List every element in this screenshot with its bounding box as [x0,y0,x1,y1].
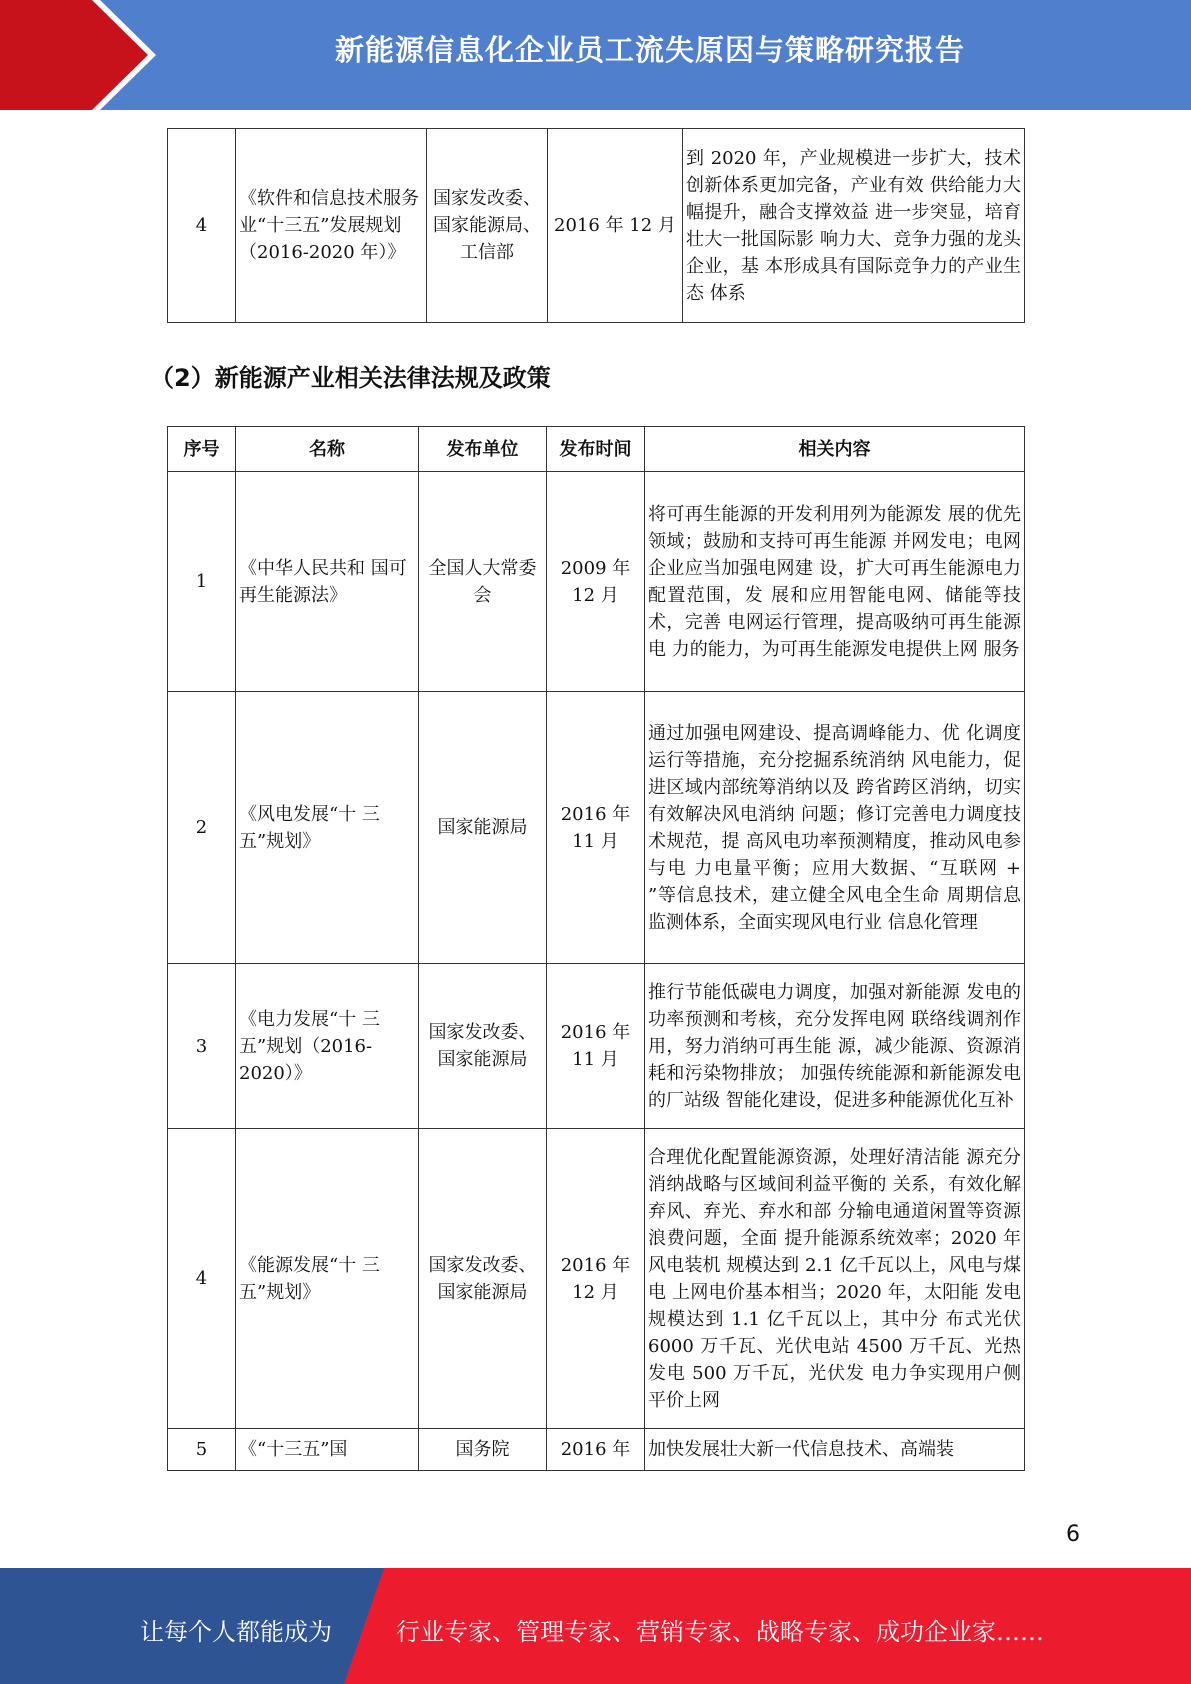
related-content: 通过加强电网建设、提高调峰能力、优 化调度运行等措施，充分挖掘系统消纳 风电能力，促进区域内部统筹消纳以及 跨省跨区消纳，切实有效解决风电消纳 问题；修订完善电力调度技术规范，提 高风电功率预测精度，推动风电参与电 力电量平衡；应用大数据、“互联网 + ”等信息技术，建立健全风电全生命 周期信息监测体系，全面实现风电行业 信息化管理 [645,692,1025,964]
policy-name: 《“十三五”国 [236,1429,419,1471]
row-number: 3 [168,964,236,1129]
publish-date: 2016 年 11 月 [547,692,645,964]
table-row [168,692,1025,964]
policy-name: 《风电发展“十 三五”规划》 [236,692,419,964]
policy-name: 《能源发展“十 三五”规划》 [236,1129,419,1429]
publish-date: 2016 年 [547,1429,645,1471]
policy-name: 《中华人民共和 国可再生能源法》 [236,472,419,692]
publisher: 国家发改委、国家能源局 [419,964,547,1129]
table-row [168,1429,1025,1471]
row-number: 5 [168,1429,236,1471]
continued-policy-table [167,128,1025,323]
publish-date: 2016 年 11 月 [547,964,645,1129]
footer-slogan-right: 行业专家、管理专家、营销专家、战略专家、成功企业家…… [396,1618,1044,1646]
publisher: 全国人大常委会 [419,472,547,692]
row-number: 2 [168,692,236,964]
related-content: 合理优化配置能源资源，处理好清洁能 源充分消纳战略与区域间利益平衡的 关系，有效化解弃风、弃光、弃水和部 分输电通道闲置等资源浪费问题，全面 提升能源系统效率；2020 年风电装机 规模达到 2.1 亿千瓦以上，风电与煤电 上网电价基本相当；2020 年，太阳能 发电规模达到 1.1 亿千瓦以上，其中分 布式光伏 6000 万千瓦、光伏电站 4500 万千瓦、光热发电 500 万千瓦，光伏发 电力争实现用户侧平价上网 [645,1129,1025,1429]
table-row [168,1129,1025,1429]
publisher: 国家能源局 [419,692,547,964]
section-heading: （2）新能源产业相关法律法规及政策 [150,364,551,392]
row-number: 1 [168,472,236,692]
header-content: 相关内容 [645,427,1025,472]
publish-date: 2016 年 12 月 [548,129,683,323]
publisher: 国务院 [419,1429,547,1471]
policy-name: 《软件和信息技术服务业“十三五”发展规划（2016-2020 年）》 [236,129,427,323]
table-header-row [168,427,1025,472]
related-content: 将可再生能源的开发利用列为能源发 展的优先领域；鼓励和支持可再生能源 并网发电；电网企业应当加强电网建 设，扩大可再生能源电力配置范围，发 展和应用智能电网、储能等技术，完善 电网运行管理，提高吸纳可再生能源电 力的能力，为可再生能源发电提供上网 服务 [645,472,1025,692]
publisher: 国家发改委、国家能源局、工信部 [427,129,548,323]
row-number: 4 [168,129,236,323]
related-content: 推行节能低碳电力调度，加强对新能源 发电的功率预测和考核，充分发挥电网 联络线调剂作用，努力消纳可再生能 源，减少能源、资源消耗和污染物排放； 加强传统能源和新能源发电的厂站级 智能化建设，促进多种能源优化互补 [645,964,1025,1129]
policy-table [167,426,1025,1471]
policy-name: 《电力发展“十 三五”规划（2016-2020）》 [236,964,419,1129]
row-number: 4 [168,1129,236,1429]
footer-slogan-left: 让每个人都能成为 [140,1618,332,1646]
header-date: 发布时间 [547,427,645,472]
report-title: 新能源信息化企业员工流失原因与策略研究报告 [334,33,965,67]
publisher: 国家发改委、国家能源局 [419,1129,547,1429]
header-name: 名称 [236,427,419,472]
table-row [168,472,1025,692]
header-publisher: 发布单位 [419,427,547,472]
related-content: 加快发展壮大新一代信息技术、高端装 [645,1429,1025,1471]
publish-date: 2016 年 12 月 [547,1129,645,1429]
header-no: 序号 [168,427,236,472]
table-row [168,964,1025,1129]
page-number: 6 [1066,1522,1080,1547]
publish-date: 2009 年 12 月 [547,472,645,692]
related-content: 到 2020 年，产业规模进一步扩大，技术创新体系更加完备，产业有效 供给能力大幅提升，融合支撑效益 进一步突显，培育壮大一批国际影 响力大、竞争力强的龙头企业，基 本形成具有国际竞争力的产业生态 体系 [683,129,1025,323]
table-row [168,129,1025,323]
